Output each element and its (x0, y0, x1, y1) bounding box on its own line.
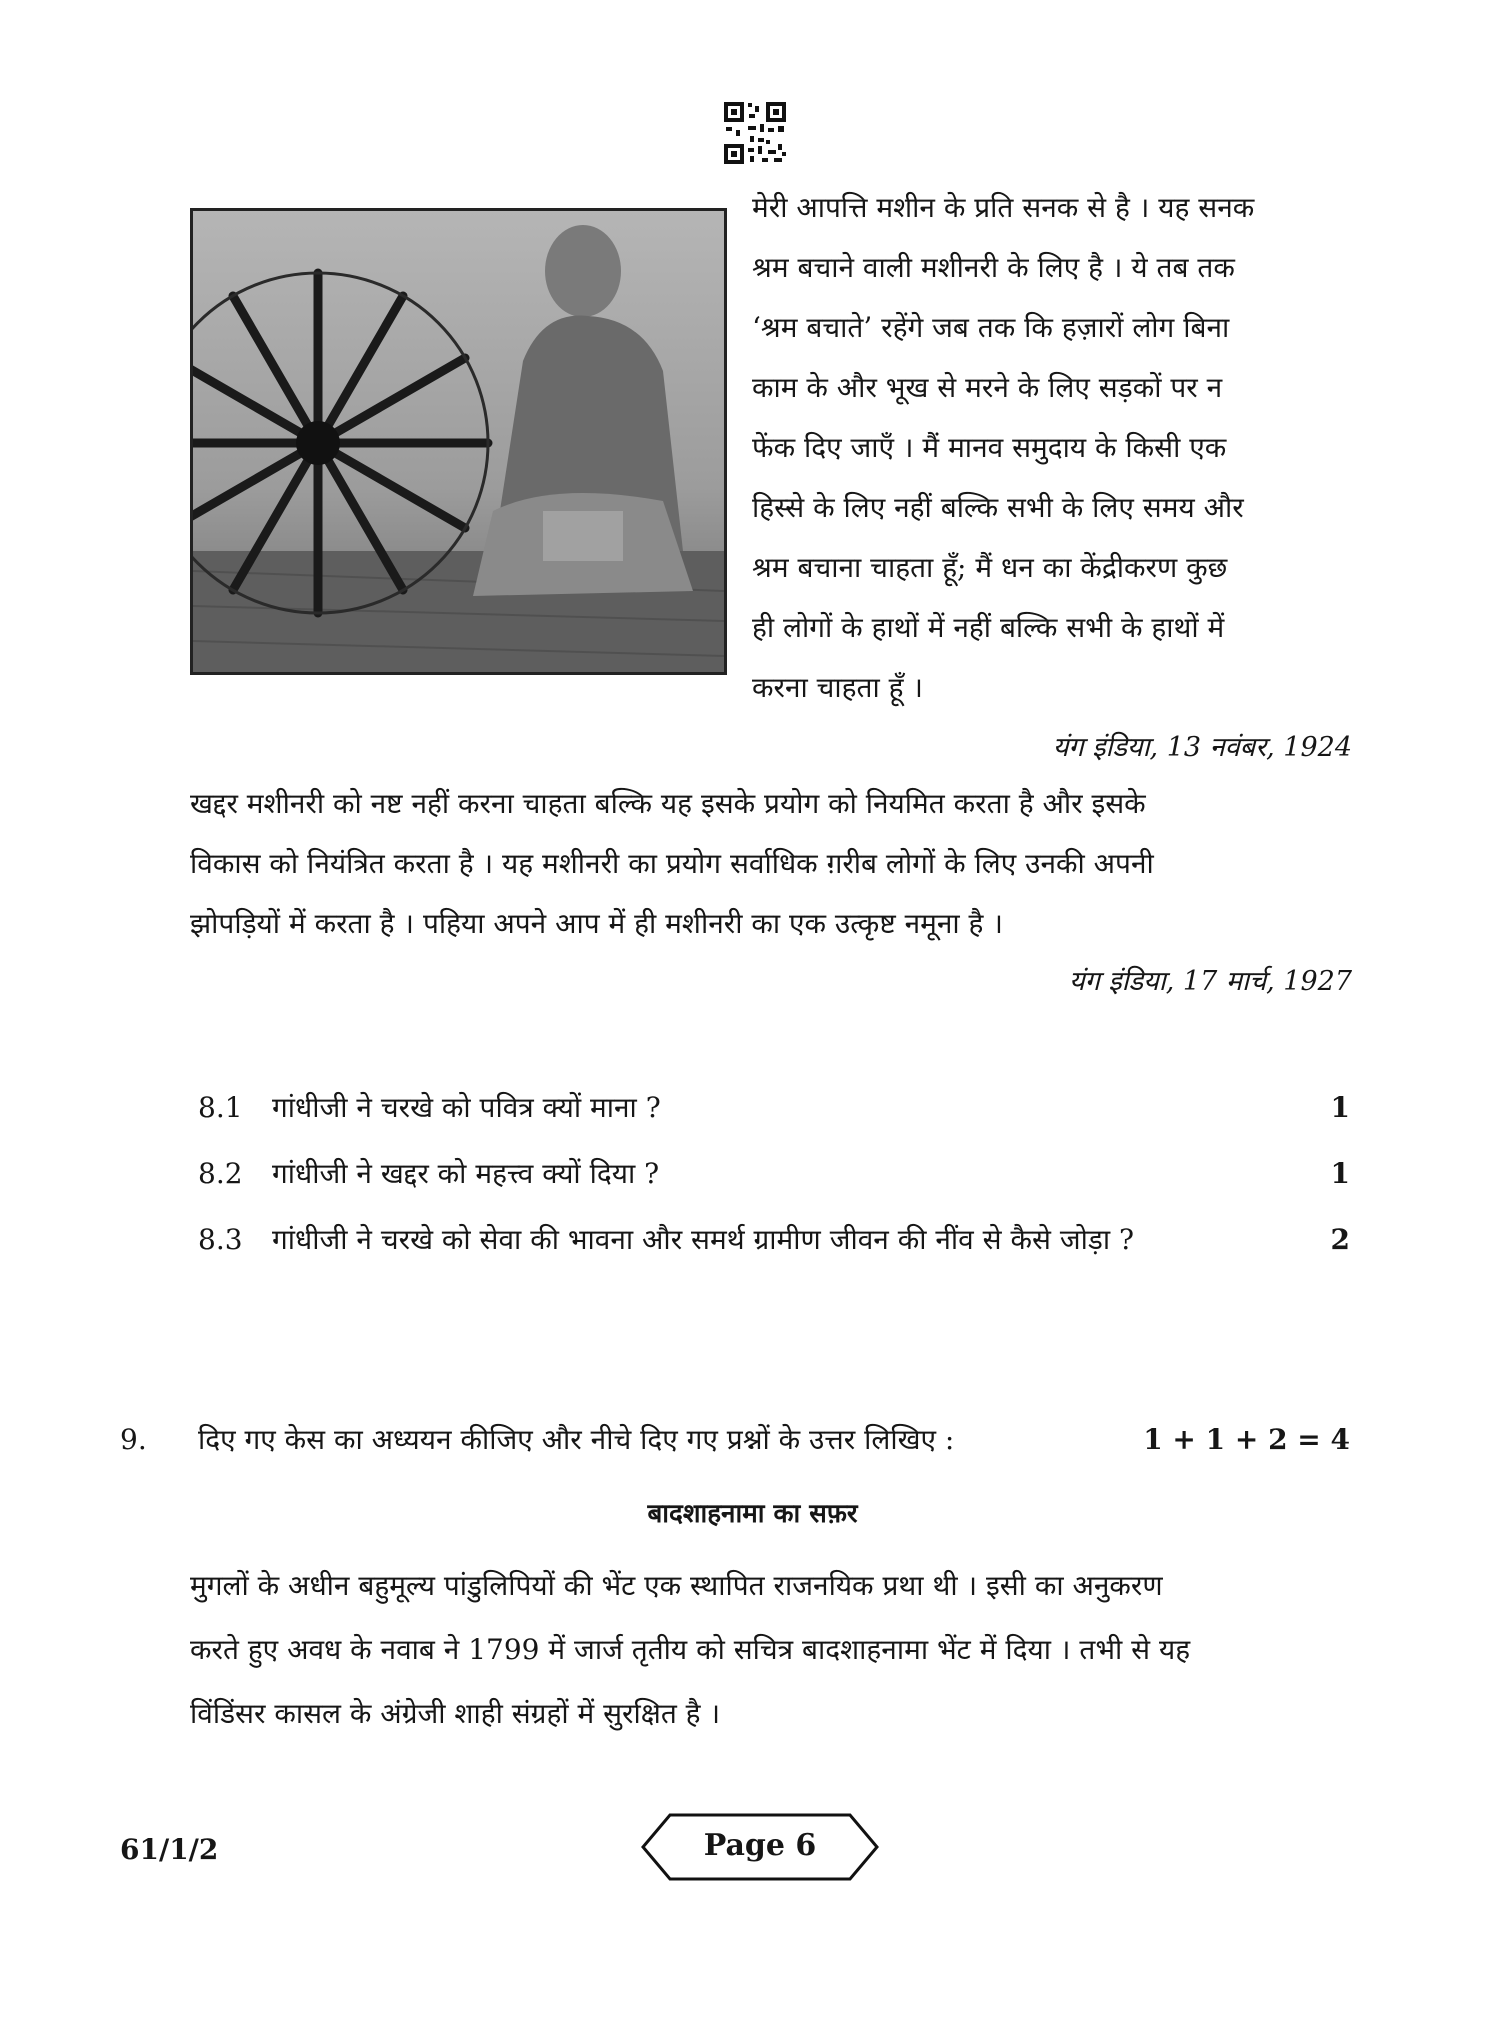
quote1-line: फेंक दिए जाएँ । मैं मानव समुदाय के किसी एक (752, 431, 1227, 464)
quote2-line: झोपड़ियों में करता है । पहिया अपने आप में ही मशीनरी का एक उत्कृष्ट नमूना है । (190, 907, 1003, 940)
quote1-line: काम के और भूख से मरने के लिए सड़कों पर न (752, 371, 1223, 404)
quote1-line: श्रम बचाने वाली मशीनरी के लिए है । ये तब तक (752, 251, 1235, 284)
qr-code (722, 100, 788, 166)
question-number: 8.1 (198, 1091, 243, 1124)
question-9-marks: 1 + 1 + 2 = 4 (1143, 1423, 1350, 1456)
paper-code: 61/1/2 (120, 1833, 219, 1866)
quote1-line: हिस्से के लिए नहीं बल्कि सभी के लिए समय और (752, 491, 1244, 524)
question-number: 8.2 (198, 1157, 243, 1190)
quote2-line: खद्दर मशीनरी को नष्ट नहीं करना चाहता बल्कि यह इसके प्रयोग को नियमित करता है और इसके (190, 787, 1146, 820)
question-9-instruction: दिए गए केस का अध्ययन कीजिए और नीचे दिए गए प्रश्नों के उत्तर लिखिए : (198, 1423, 955, 1456)
quote2-line: विकास को नियंत्रित करता है । यह मशीनरी का प्रयोग सर्वाधिक ग़रीब लोगों के लिए उनकी अपनी (190, 847, 1154, 880)
case-title: बादशाहनामा का सफ़र (647, 1499, 858, 1529)
quote1-line: श्रम बचाना चाहता हूँ; मैं धन का केंद्रीकरण कुछ (752, 551, 1228, 584)
case-line: करते हुए अवध के नवाब ने 1799 में जार्ज तृतीय को सचित्र बादशाहनामा भेंट में दिया । तभी से यह (190, 1633, 1191, 1666)
question-marks: 1 (1330, 1091, 1350, 1124)
quote1-line: ‘श्रम बचाते’ रहेंगे जब तक कि हज़ारों लोग बिना (752, 311, 1230, 344)
quote1-line: मेरी आपत्ति मशीन के प्रति सनक से है । यह सनक (752, 191, 1255, 224)
question-number: 8.3 (198, 1223, 243, 1256)
question-marks: 1 (1330, 1157, 1350, 1190)
case-line: विंडिंसर कासल के अंग्रेजी शाही संग्रहों में सुरक्षित है । (190, 1697, 721, 1730)
quote1-line: ही लोगों के हाथों में नहीं बल्कि सभी के हाथों में (752, 611, 1225, 644)
question-9-number: 9. (120, 1423, 147, 1456)
quote2-source: यंग इंडिया, 17 मार्च, 1927 (1068, 966, 1352, 997)
page-number: Page 6 (703, 1828, 817, 1863)
question-text: गांधीजी ने चरखे को पवित्र क्यों माना ? (272, 1091, 661, 1124)
quote1-line: करना चाहता हूँ । (752, 671, 924, 704)
question-text: गांधीजी ने चरखे को सेवा की भावना और समर्थ ग्रामीण जीवन की नींव से कैसे जोड़ा ? (272, 1223, 1134, 1256)
case-line: मुगलों के अधीन बहुमूल्य पांडुलिपियों की भेंट एक स्थापित राजनयिक प्रथा थी । इसी का अनुकरण (190, 1569, 1163, 1602)
question-text: गांधीजी ने खद्दर को महत्त्व क्यों दिया ? (272, 1157, 660, 1190)
question-marks: 2 (1330, 1223, 1350, 1256)
gandhi-charkha-photo (190, 208, 727, 675)
quote1-source: यंग इंडिया, 13 नवंबर, 1924 (1052, 732, 1352, 763)
